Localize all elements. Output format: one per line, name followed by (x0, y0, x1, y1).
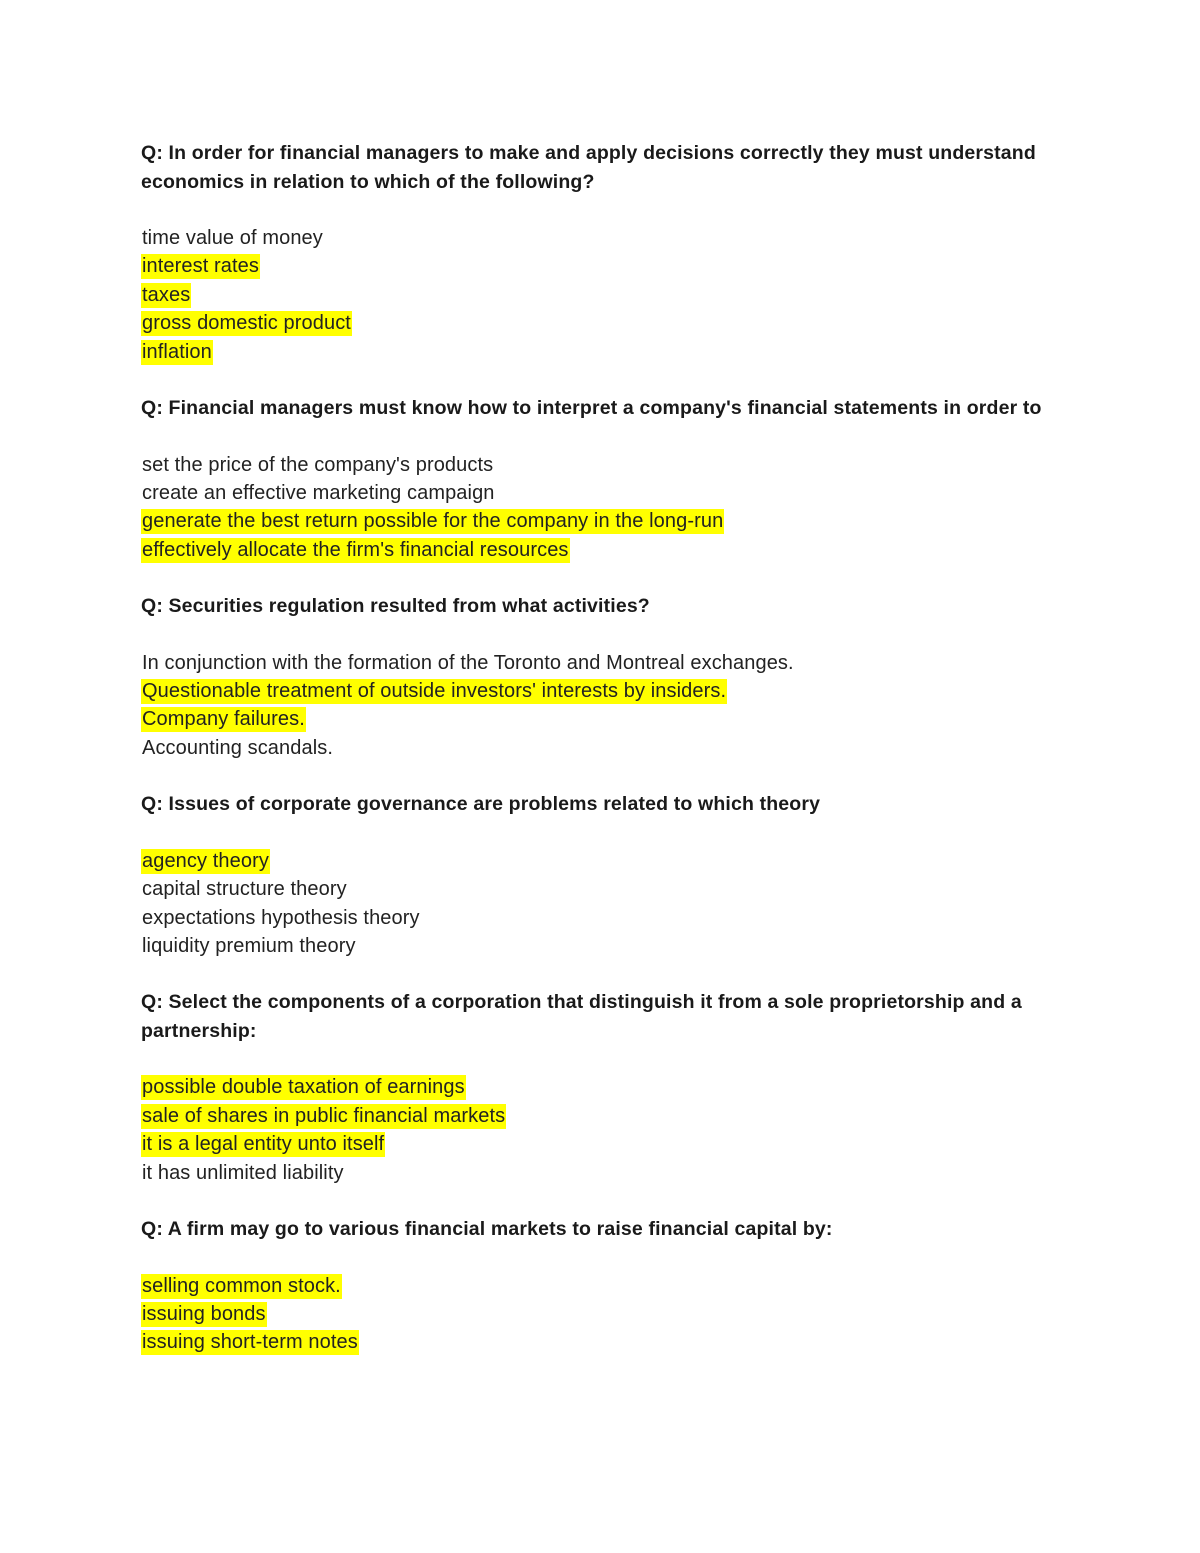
answer-option-highlighted: taxes (142, 283, 191, 306)
answer-option-highlighted: sale of shares in public financial markets (142, 1104, 506, 1127)
answer-option-highlighted: issuing short-term notes (142, 1331, 358, 1354)
answer-option: expectations hypothesis theory (142, 906, 420, 929)
question-block-4 (141, 790, 1061, 960)
answer-option-highlighted: issuing bonds (142, 1302, 266, 1325)
answer-list (141, 224, 1061, 366)
document-page (141, 139, 1061, 1385)
answer-option-highlighted: selling common stock. (142, 1274, 341, 1297)
answer-option-highlighted: Questionable treatment of outside investors' interests by insiders. (142, 680, 727, 703)
answer-option-highlighted: possible double taxation of earnings (142, 1076, 465, 1099)
answer-option: create an effective marketing campaign (142, 481, 495, 504)
answer-option-highlighted: it is a legal entity unto itself (142, 1133, 385, 1156)
answer-list (141, 847, 1061, 961)
question-text: Q: Financial managers must know how to interpret a company's financial statements in order to (141, 397, 1042, 420)
answer-list (141, 1272, 1061, 1357)
question-text: Q: Securities regulation resulted from what activities? (141, 595, 650, 618)
answer-option: it has unlimited liability (142, 1161, 344, 1184)
answer-list (141, 451, 1061, 565)
answer-option: set the price of the company's products (142, 453, 494, 476)
question-text: Q: A firm may go to various financial markets to raise financial capital by: (141, 1218, 833, 1241)
answer-option: Accounting scandals. (142, 736, 334, 759)
answer-option: capital structure theory (142, 878, 347, 901)
question-block-1 (141, 139, 1061, 366)
question-block-6 (141, 1215, 1061, 1357)
answer-option-highlighted: interest rates (142, 255, 260, 278)
answer-list (141, 1073, 1061, 1187)
answer-option: In conjunction with the formation of the Toronto and Montreal exchanges. (142, 651, 794, 674)
answer-option-highlighted: effectively allocate the firm's financial resources (142, 538, 569, 561)
question-text: Q: Issues of corporate governance are problems related to which theory (141, 793, 821, 816)
question-text: Q: In order for financial managers to make and apply decisions correctly they must understand economics in relation to which of the following? (141, 142, 1036, 193)
answer-option-highlighted: agency theory (142, 849, 269, 872)
question-block-5 (141, 988, 1061, 1187)
question-block-2 (141, 394, 1061, 564)
answer-option: time value of money (142, 227, 323, 249)
answer-option-highlighted: Company failures. (142, 708, 305, 731)
answer-option-highlighted: inflation (142, 340, 212, 363)
answer-option-highlighted: generate the best return possible for the company in the long-run (142, 510, 724, 533)
question-block-3 (141, 592, 1061, 762)
answer-option: liquidity premium theory (142, 935, 356, 957)
answer-list (141, 649, 1061, 763)
answer-option-highlighted: gross domestic product (142, 312, 351, 335)
question-text: Q: Select the components of a corporation that distinguish it from a sole proprietorship and a partnership: (141, 991, 1022, 1042)
